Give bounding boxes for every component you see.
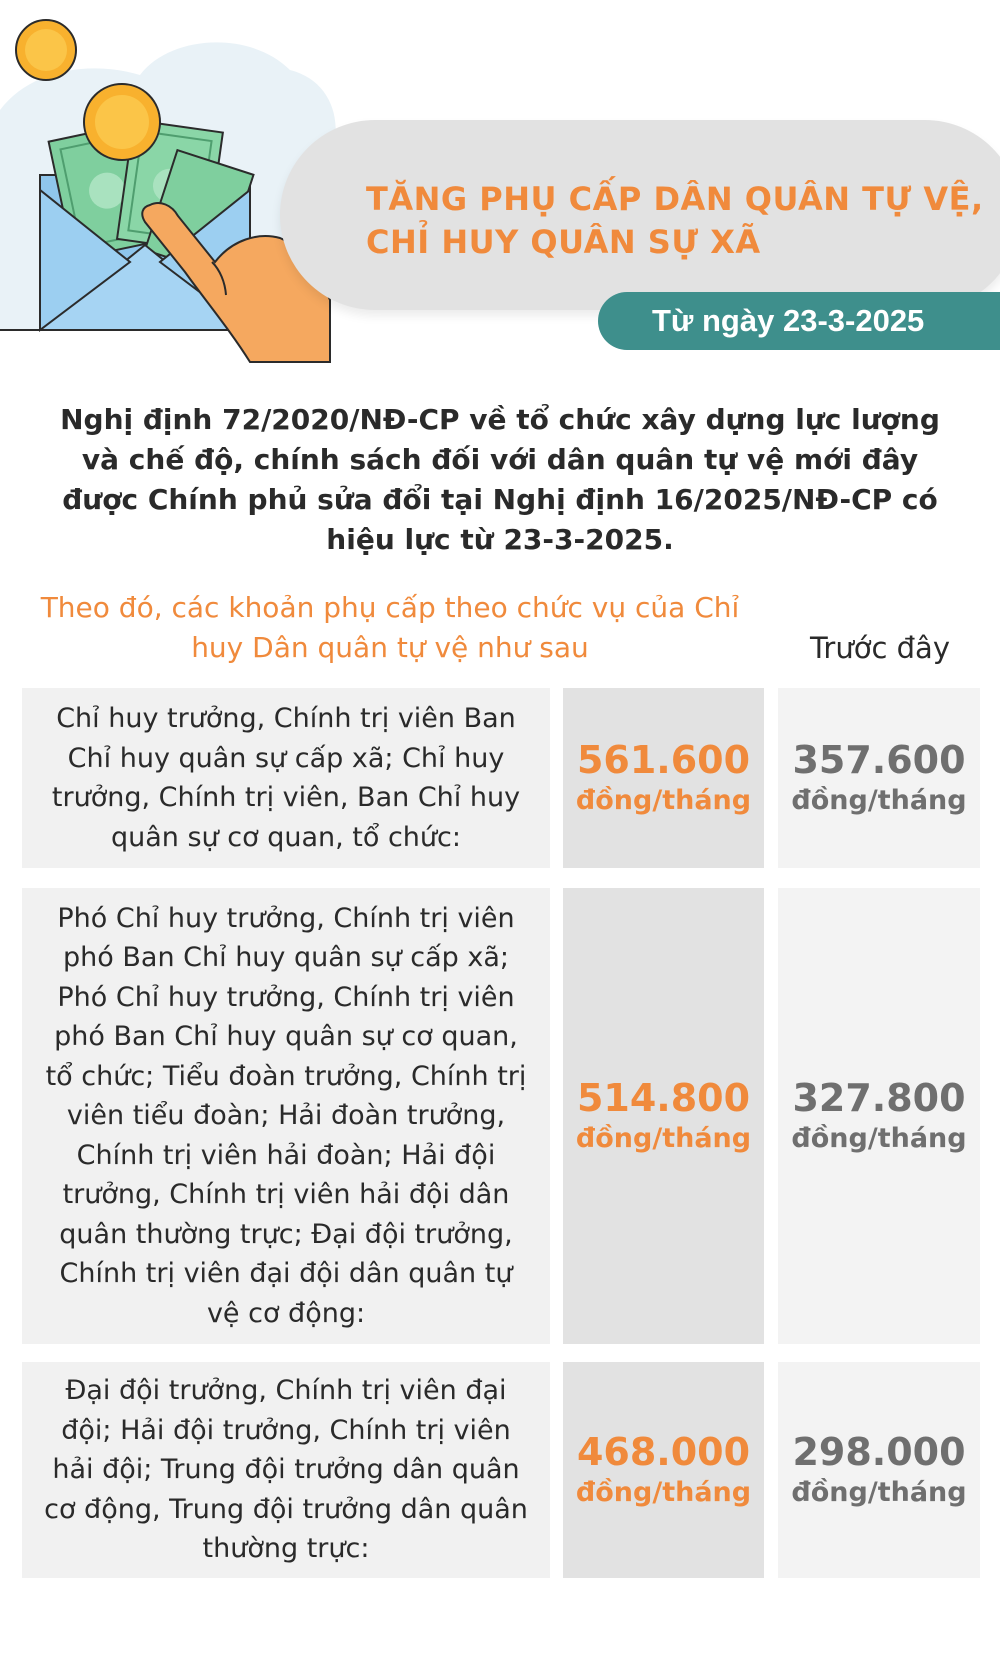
new-unit: đồng/tháng bbox=[575, 1123, 752, 1154]
previous-column-header: Trước đây bbox=[809, 631, 950, 665]
page-title: TĂNG PHỤ CẤP DÂN QUÂN TỰ VỆ, CHỈ HUY QUÂN SỰ XÃ bbox=[366, 180, 984, 261]
old-amount: 298.000 bbox=[792, 1430, 966, 1474]
new-unit: đồng/tháng bbox=[575, 1477, 752, 1508]
new-amount: 561.600 bbox=[576, 738, 751, 782]
position-text: Chỉ huy trưởng, Chính trị viên Ban Chỉ huy quân sự cấp xã; Chỉ huy trưởng, Chính trị viên, Ban Chỉ huy quân sự cơ quan, tổ chức: bbox=[51, 703, 521, 853]
table-row-position bbox=[22, 688, 550, 868]
new-unit: đồng/tháng bbox=[575, 785, 752, 816]
position-text: Phó Chỉ huy trưởng, Chính trị viên phó Ban Chỉ huy quân sự cấp xã; Phó Chỉ huy trưởng, Chính trị viên phó Ban Chỉ huy quân sự cơ quan, tổ chức; Tiểu đoàn trưởng, Chính trị viên tiểu đoàn; Hải đoàn trưởng, Chính trị viên hải đoàn; Hải đội trưởng, Chính trị viên hải đội dân quân thường trực; Đại đội trưởng, Chính trị viên đại đội dân quân tự vệ cơ động: bbox=[45, 902, 527, 1329]
table-row-position bbox=[22, 888, 550, 1344]
old-unit: đồng/tháng bbox=[791, 1477, 967, 1508]
table-subheading: Theo đó, các khoản phụ cấp theo chức vụ của Chỉ huy Dân quân tự vệ như sau bbox=[40, 591, 740, 664]
old-unit: đồng/tháng bbox=[791, 1123, 967, 1154]
new-allowance-cell bbox=[563, 888, 764, 1344]
new-amount: 514.800 bbox=[576, 1076, 751, 1120]
old-allowance-cell bbox=[778, 888, 980, 1344]
position-text: Đại đội trưởng, Chính trị viên đại đội; Hải đội trưởng, Chính trị viên hải đội; Trung đội trưởng dân quân cơ động, Trung đội trưởng dân quân thường trực: bbox=[44, 1375, 528, 1565]
old-amount: 357.600 bbox=[792, 738, 966, 782]
old-allowance-cell bbox=[778, 1362, 980, 1578]
old-allowance-cell bbox=[778, 688, 980, 868]
table-row-position bbox=[22, 1362, 550, 1578]
new-allowance-cell bbox=[563, 688, 764, 868]
intro-paragraph: Nghị định 72/2020/NĐ-CP về tổ chức xây dựng lực lượng và chế độ, chính sách đối với dân quân tự vệ mới đây được Chính phủ sửa đổi tại Nghị định 16/2025/NĐ-CP có hiệu lực từ 23-3-2025. bbox=[60, 403, 940, 556]
new-allowance-cell bbox=[563, 1362, 764, 1578]
old-unit: đồng/tháng bbox=[791, 785, 967, 816]
old-amount: 327.800 bbox=[792, 1076, 966, 1120]
new-amount: 468.000 bbox=[576, 1430, 751, 1474]
effective-date: Từ ngày 23-3-2025 bbox=[652, 303, 925, 338]
